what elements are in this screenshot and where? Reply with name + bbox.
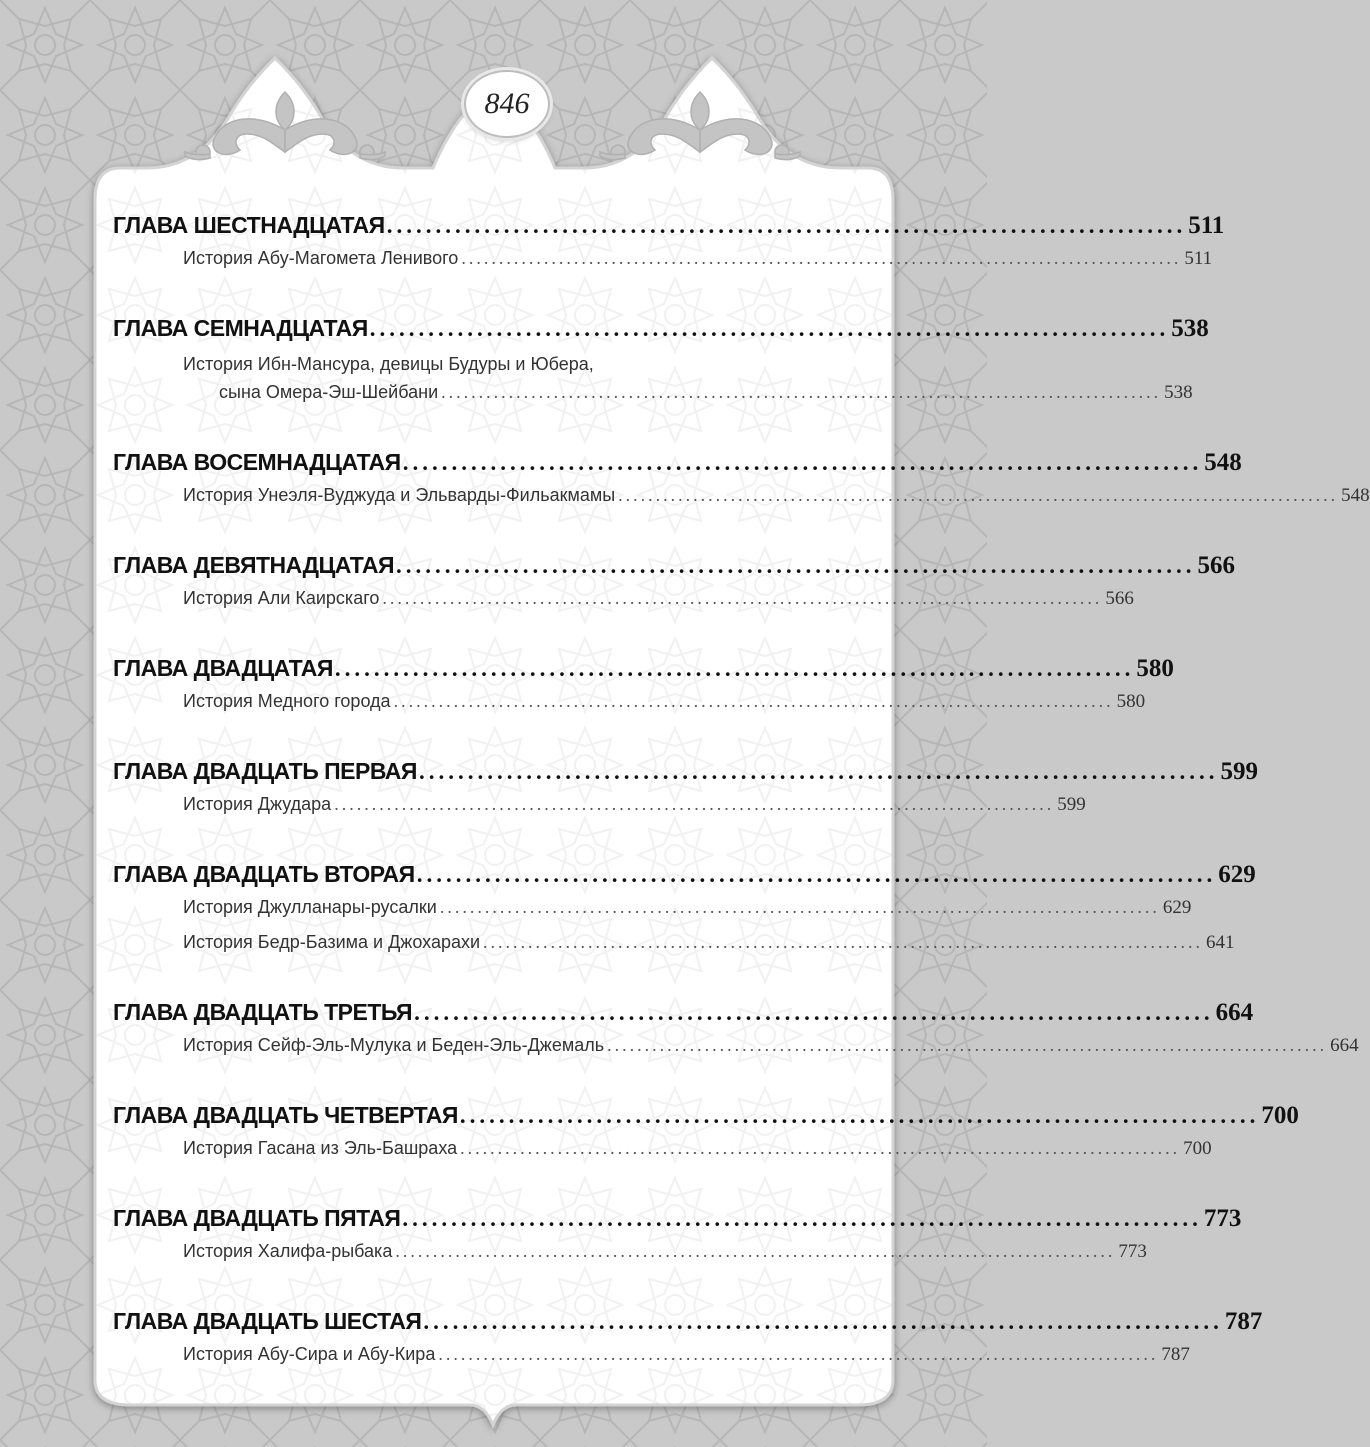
story-list bbox=[183, 588, 1134, 621]
chapter-title: ГЛАВА ДВАДЦАТЬ ТРЕТЬЯ bbox=[113, 999, 413, 1025]
chapter-page: 629 bbox=[1218, 861, 1256, 888]
chapter-title: ГЛАВА ДВАДЦАТЬ ПЕРВАЯ bbox=[113, 758, 417, 784]
dot-leader: .................................................................................. bbox=[402, 450, 1203, 475]
story-title: История Джулланары-русалки bbox=[183, 897, 437, 917]
dot-leader: ................................................................................................ bbox=[441, 382, 1162, 402]
dot-leader: ................................................................................................ bbox=[382, 588, 1103, 608]
chapter-page: 599 bbox=[1220, 758, 1258, 785]
chapter-title: ГЛАВА ДВАДЦАТЬ ШЕСТАЯ bbox=[113, 1308, 422, 1334]
dot-leader: .................................................................................. bbox=[386, 213, 1187, 238]
dot-leader: ................................................................................................ bbox=[395, 1241, 1116, 1261]
dot-leader: ................................................................................................ bbox=[460, 1138, 1181, 1158]
story-title: История Халифа-рыбака bbox=[183, 1241, 393, 1261]
toc-chapter bbox=[113, 999, 1359, 1068]
chapter-page: 700 bbox=[1261, 1102, 1299, 1129]
dot-leader: ................................................................................................ bbox=[438, 1344, 1159, 1364]
chapter-page: 787 bbox=[1224, 1308, 1263, 1335]
story-title: История Абу-Магомета Ленивого bbox=[183, 248, 459, 268]
dot-leader: .................................................................................. bbox=[423, 1309, 1223, 1334]
chapter-title: ГЛАВА ШЕСТНАДЦАТАЯ bbox=[113, 212, 385, 238]
right-arabesque-ornament bbox=[600, 82, 800, 172]
dot-leader: ................................................................................................ bbox=[334, 794, 1055, 814]
dot-leader: ................................................................................................ bbox=[607, 1035, 1328, 1055]
chapter-title: ГЛАВА ДВАДЦАТЬ ЧЕТВЕРТАЯ bbox=[113, 1102, 458, 1128]
chapter-title: ГЛАВА ДВАДЦАТЬ ПЯТАЯ bbox=[113, 1205, 401, 1231]
story-entry[interactable] bbox=[183, 1241, 1147, 1274]
dot-leader: ................................................................................................ bbox=[461, 248, 1182, 268]
story-list bbox=[183, 485, 1370, 518]
toc-chapter bbox=[113, 861, 1256, 965]
toc-chapter bbox=[113, 1205, 1242, 1274]
chapter-entry[interactable] bbox=[113, 212, 1225, 246]
story-title: История Унеэля-Вуджуда и Эльварды-Фильакмамы bbox=[183, 485, 616, 505]
story-entry[interactable] bbox=[219, 382, 1193, 415]
story-entry[interactable] bbox=[183, 691, 1146, 724]
chapter-entry[interactable] bbox=[113, 1205, 1242, 1239]
toc-chapter bbox=[113, 449, 1370, 518]
chapter-page: 538 bbox=[1171, 315, 1209, 342]
story-page: 700 bbox=[1183, 1138, 1212, 1159]
story-entry[interactable] bbox=[183, 1344, 1190, 1377]
story-title: История Абу-Сира и Абу-Кира bbox=[183, 1344, 436, 1364]
story-page: 787 bbox=[1161, 1344, 1190, 1365]
story-entry[interactable] bbox=[183, 485, 1370, 518]
dot-leader: .................................................................................. bbox=[459, 1103, 1260, 1128]
story-entry[interactable] bbox=[183, 932, 1235, 965]
chapter-entry[interactable] bbox=[113, 552, 1235, 586]
story-page: 664 bbox=[1330, 1035, 1359, 1056]
dot-leader: .................................................................................. bbox=[402, 1206, 1202, 1231]
chapter-entry[interactable] bbox=[113, 449, 1242, 483]
story-entry[interactable] bbox=[183, 588, 1134, 621]
story-title: История Бедр-Базима и Джохарахи bbox=[183, 932, 481, 952]
chapter-title: ГЛАВА ВОСЕМНАДЦАТАЯ bbox=[113, 449, 401, 475]
dot-leader: .................................................................................. bbox=[418, 759, 1219, 784]
chapter-title: ГЛАВА ДЕВЯТНАДЦАТАЯ bbox=[113, 552, 394, 578]
story-title: История Али Каирскаго bbox=[183, 588, 380, 608]
story-page: 629 bbox=[1162, 897, 1192, 918]
chapter-entry[interactable] bbox=[113, 1102, 1299, 1136]
chapter-page: 566 bbox=[1197, 552, 1235, 579]
story-page: 599 bbox=[1057, 794, 1086, 815]
toc-chapter bbox=[113, 212, 1225, 281]
chapter-page: 773 bbox=[1203, 1205, 1242, 1232]
chapter-title: ГЛАВА ДВАДЦАТАЯ bbox=[113, 655, 333, 681]
dot-leader: ................................................................................................ bbox=[483, 932, 1204, 952]
story-title: сына Омера-Эш-Шейбани bbox=[219, 382, 439, 402]
story-list bbox=[183, 794, 1086, 827]
story-entry[interactable] bbox=[183, 897, 1192, 930]
story-page: 641 bbox=[1206, 932, 1235, 953]
toc-chapter bbox=[113, 758, 1258, 827]
story-title: История Медного города bbox=[183, 691, 391, 711]
story-page: 566 bbox=[1105, 588, 1134, 609]
chapter-entry[interactable] bbox=[113, 655, 1174, 689]
toc-chapter bbox=[113, 1308, 1263, 1377]
story-page: 538 bbox=[1164, 382, 1193, 403]
dot-leader: .................................................................................. bbox=[334, 656, 1135, 681]
chapter-entry[interactable] bbox=[113, 999, 1254, 1033]
chapter-page: 664 bbox=[1215, 999, 1254, 1026]
story-entry[interactable] bbox=[183, 1138, 1212, 1171]
chapter-entry[interactable] bbox=[113, 758, 1258, 792]
dot-leader: .................................................................................. bbox=[414, 1000, 1214, 1025]
dot-leader: ................................................................................................ bbox=[618, 485, 1339, 505]
story-list bbox=[183, 349, 1193, 415]
chapter-title: ГЛАВА СЕМНАДЦАТАЯ bbox=[113, 315, 368, 341]
story-list bbox=[183, 1138, 1212, 1171]
dot-leader: .................................................................................. bbox=[369, 316, 1170, 341]
story-list bbox=[183, 1241, 1147, 1274]
story-list bbox=[183, 1344, 1190, 1377]
chapter-entry[interactable] bbox=[113, 315, 1209, 349]
dot-leader: .................................................................................. bbox=[396, 553, 1196, 578]
story-list bbox=[183, 1035, 1359, 1068]
toc-chapter bbox=[113, 655, 1174, 724]
story-title: История Гасана из Эль-Башраха bbox=[183, 1138, 458, 1158]
chapter-title: ГЛАВА ДВАДЦАТЬ ВТОРАЯ bbox=[113, 861, 415, 887]
chapter-entry[interactable] bbox=[113, 1308, 1263, 1342]
story-list bbox=[183, 691, 1146, 724]
chapter-entry[interactable] bbox=[113, 861, 1256, 895]
chapter-page: 580 bbox=[1136, 655, 1174, 682]
story-entry[interactable] bbox=[183, 1035, 1359, 1068]
story-entry[interactable] bbox=[183, 794, 1086, 827]
story-page: 511 bbox=[1184, 248, 1213, 269]
toc-chapter bbox=[113, 552, 1235, 621]
toc-chapter bbox=[113, 315, 1209, 415]
dot-leader: .................................................................................. bbox=[416, 862, 1217, 887]
left-arabesque-ornament bbox=[185, 82, 385, 172]
toc-chapter bbox=[113, 1102, 1299, 1171]
story-page: 773 bbox=[1118, 1241, 1147, 1262]
page-number: 846 bbox=[464, 70, 550, 138]
dot-leader: ................................................................................................ bbox=[393, 691, 1114, 711]
chapter-page: 511 bbox=[1188, 212, 1225, 239]
story-page: 580 bbox=[1116, 691, 1146, 712]
story-list bbox=[183, 248, 1213, 281]
story-page: 548 bbox=[1341, 485, 1370, 506]
story-title-line-1[interactable]: История Ибн-Мансура, девицы Будуры и Юбера, bbox=[183, 354, 594, 374]
chapter-page: 548 bbox=[1204, 449, 1242, 476]
story-title: История Джудара bbox=[183, 794, 332, 814]
story-entry[interactable] bbox=[183, 248, 1213, 281]
story-list bbox=[183, 897, 1235, 965]
table-of-contents bbox=[113, 212, 1370, 1411]
dot-leader: ................................................................................................ bbox=[439, 897, 1160, 917]
story-title: История Сейф-Эль-Мулука и Беден-Эль-Джемаль bbox=[183, 1035, 605, 1055]
